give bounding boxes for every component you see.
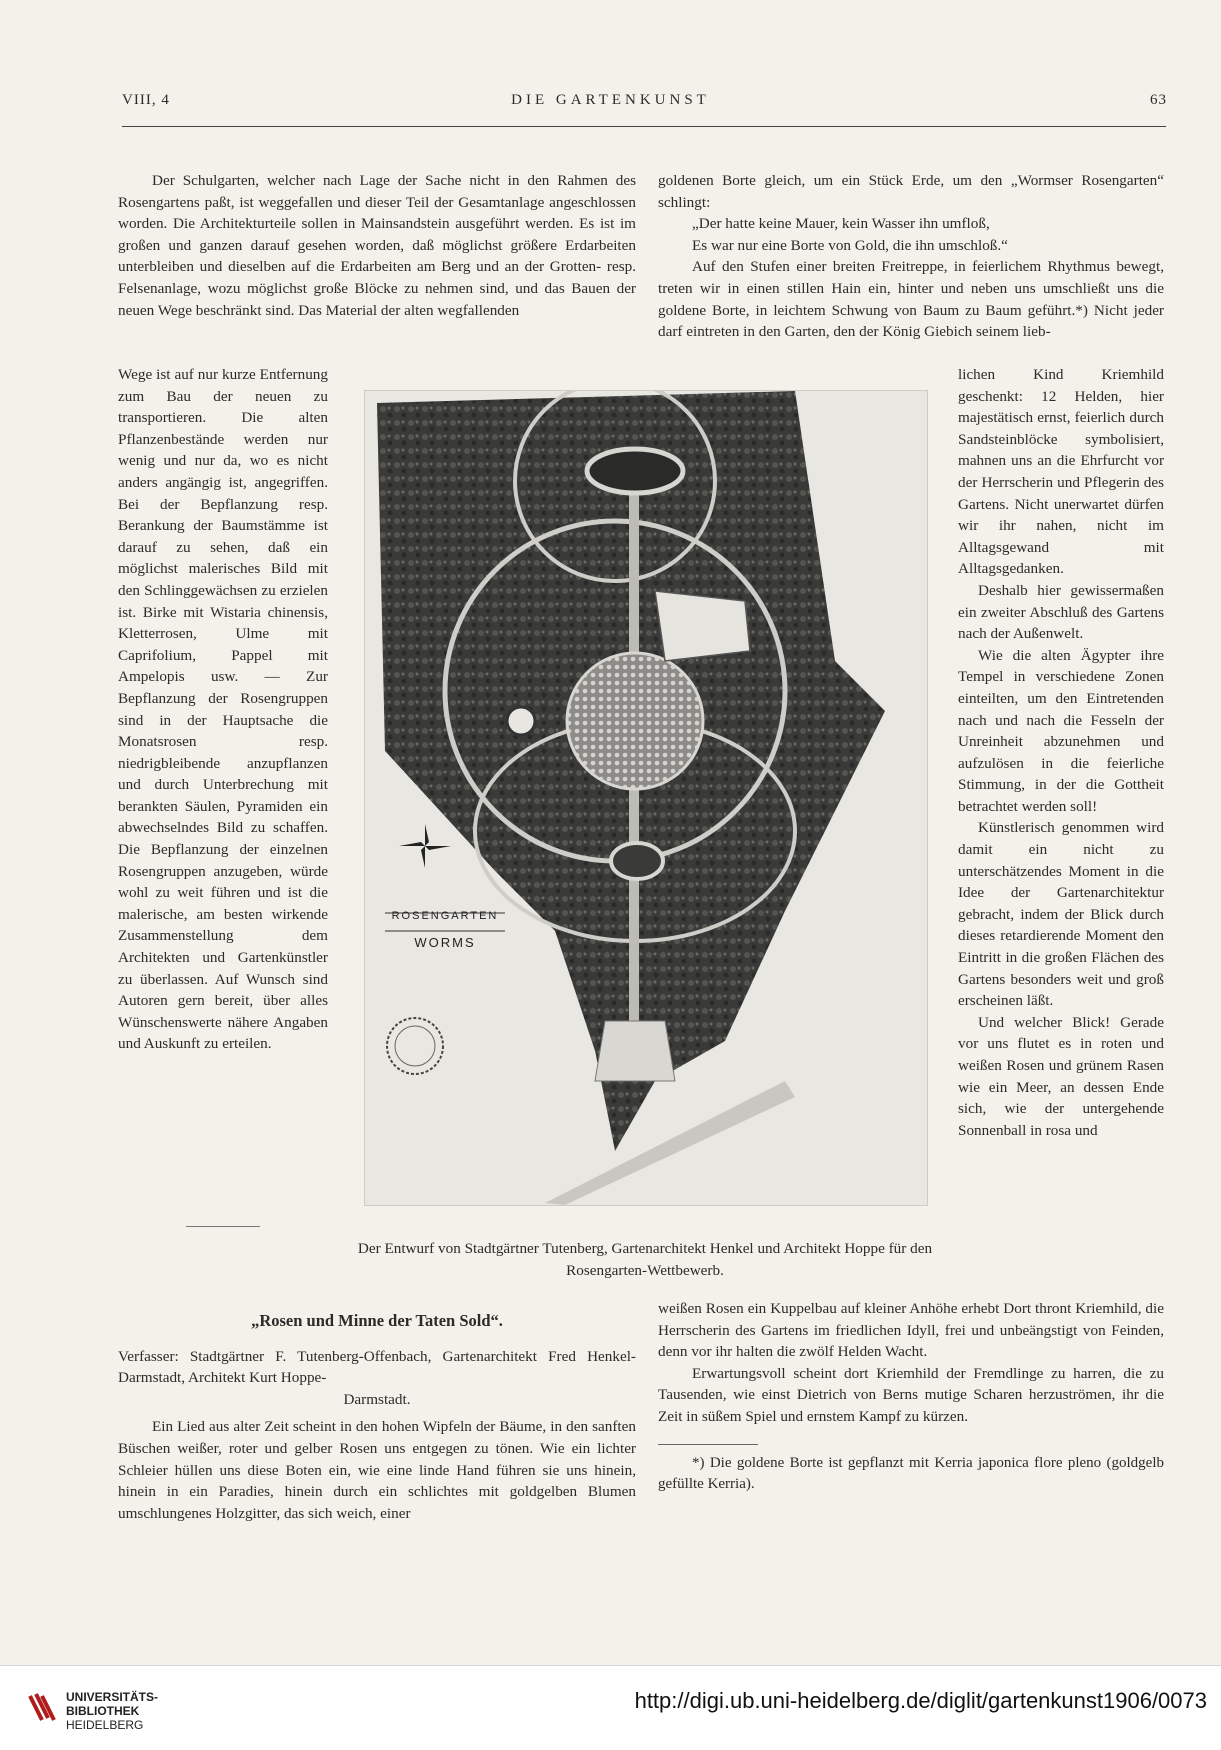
garden-plan-figure [364, 390, 928, 1206]
article-title: „Rosen und Minne der Taten Sold“. [251, 1311, 503, 1330]
garden-plan-drawing [365, 391, 927, 1205]
paragraph: weißen Rosen ein Kuppelbau auf kleiner Anhöhe erhebt Dort thront Kriemhild, die Herrscherin des Gartens im friedlichen Idyll, frei und unbeängstigt von Feinden, denn vor ihr halten die zwölf Helden Wacht. [658, 1300, 1164, 1361]
right-narrow-column [958, 364, 1164, 1141]
paragraph: Erwartungsvoll scheint dort Kriemhild der Fremdlinge zu harren, die zu Tausenden, wie einst Dietrich von Berns mutige Scharen herzuströmen, ihr die Zeit in süßem Spiel und ernstem Kampf zu kürzen. [658, 1364, 1164, 1425]
paragraph: lichen Kind Kriemhild geschenkt: 12 Helden, hier majestätisch ernst, feierlich durch Sandsteinblöcke symbolisiert, mahnen uns an die Ehrfurcht vor der Herrscherin und Pflegerin des Gartens. Nicht unerwartet dürfen wir ihr nahen, nicht im Alltagsgewand mit Alltagsgedanken. [958, 366, 1164, 578]
footnote-rule [658, 1444, 758, 1445]
paragraph: Künstlerisch genommen wird damit ein nicht zu unterschätzendes Moment in die Idee der Gartenarchitektur gebracht, indem der Blick durch dieses retardierende Moment den Eintritt in die großen Flächen des Gartens besonders weit und groß erscheinen läßt. [958, 819, 1164, 1010]
pond [587, 449, 683, 493]
rose-field [567, 653, 703, 789]
entrance-steps [595, 1021, 675, 1081]
digitization-footer [0, 1665, 1221, 1750]
right-column-bottom [658, 1298, 1164, 1496]
verse-line: Es war nur eine Borte von Gold, die ihn umschloß.“ [692, 236, 1008, 254]
library-name-line: UNIVERSITÄTS- [66, 1690, 159, 1704]
lower-roundel [611, 843, 663, 879]
university-library-logo-icon [28, 1692, 58, 1726]
left-narrow-column: Wege ist auf nur kurze Entfernung zum Bau der neuen zu transportieren. Die alten Pflanzenbestände werden nur wenig und nur da, wo es nicht anders angängig ist, angegriffen. Bei der Bepflanzung resp. Berankung der Baumstämme ist darauf zu sehen, daß ein möglichst malerisches Bild mit den Schlinggewächsen zu erzielen ist. Birke mit Wistaria chinensis, Kletterrosen, Ulme mit Caprifolium, Pappel mit Ampelopis usw. — Zur Bepflanzung der Rosengruppen sind in der Hauptsache die Monatsrosen resp. niedrigbleibende anzupflanzen und durch Unterbrechung mit berankten Säulen, Pyramiden ein abwechselndes Bild zu schaffen. Die Bepflanzung der einzelnen Rosengruppen anzugeben, würde wohl zu weit führen und ist die malerische, am besten wirkende Zusammenstellung dem Architekten und Gartenkünstler zu überlassen. Auf Wunsch sind Autoren gern bereit, über alles Wünschenswerte nähere Angaben und Auskunft zu erteilen. [118, 366, 328, 1053]
library-name-line: HEIDELBERG [66, 1718, 144, 1732]
seal-stamp [387, 1018, 443, 1074]
paragraph: Der Schulgarten, welcher nach Lage der Sache nicht in den Rahmen des Rosengartens paßt, ist weggefallen und dieser Teil der Gesamtanlage angeschlossen worden. Die Architekturteile sollen in Mainsandstein ausgeführt werden. Es ist im großen und ganzen darauf gesehen worden, daß möglichst größere Erdarbeiten unterbleiben und dieselben auf die Erdarbeiten am Berg und an der Grotten- resp. Felsenanlage, wozu möglichst große Blöcke zu nehmen sind, und das Bauen der neuen Wege beschränkt sind. Das Material der alten wegfallenden [118, 172, 636, 319]
authors-city: Darmstadt. [343, 1390, 411, 1408]
source-url-link[interactable]: http://digi.ub.uni-heidelberg.de/diglit/gartenkunst1906/0073 [634, 1688, 1207, 1713]
header-page-number: 63 [1150, 92, 1167, 108]
library-name [66, 1690, 158, 1732]
building [655, 591, 750, 661]
header-journal-title: DIE GARTENKUNST [511, 92, 710, 108]
paragraph: Wie die alten Ägypter ihre Tempel in verschiedene Zonen einteilten, um den Eintretenden nach und nach die Fesseln der Unreinheit abzunehmen und aufzulösen in die feierliche Stimmung, in der die Gottheit betrachtet werden soll! [958, 646, 1164, 815]
plan-label-worms: WORMS [414, 935, 476, 950]
verse-line: „Der hatte keine Mauer, kein Wasser ihn umfloß, [692, 215, 990, 233]
paragraph: Auf den Stufen einer breiten Freitreppe, in feierlichem Rhythmus bewegt, treten wir in einen stillen Hain ein, hinter und neben uns umschließt uns die goldene Borte, in leichtem Schwung von Baum zu Baum geführt.*) Nicht jeder darf eintreten in den Garten, den der König Giebich seinem lieb- [658, 258, 1164, 341]
library-name-line: BIBLIOTHEK [66, 1704, 140, 1718]
section-divider [186, 1226, 260, 1227]
header-rule [122, 126, 1166, 127]
article-authors [118, 1346, 636, 1411]
header-volume: VIII, 4 [122, 92, 170, 108]
paragraph: Und welcher Blick! Gerade vor uns flutet es in roten und weißen Rosen und grünem Rasen wie ein Meer, an dessen Ende sich, wie der untergehende Sonnenball in rosa und [958, 1013, 1164, 1139]
plan-label-rosengarten: ROSENGARTEN [391, 910, 499, 922]
left-column-top [118, 170, 636, 321]
paragraph: Ein Lied aus alter Zeit scheint in den hohen Wipfeln der Bäume, in den sanften Büschen weißer, roter und gelber Rosen uns entgegen zu tönen. Wie ein lichter Schleier hüllen uns diese Boten ein, wie eine linde Hand führen sie uns hinein, hinein in ein Paradies, hinein durch ein schlichtes mit goldgelben Blumen umschlungenes Holzgitter, das sich weich, einer [118, 1418, 636, 1522]
authors-text: Verfasser: Stadtgärtner F. Tutenberg-Offenbach, Gartenarchitekt Fred Henkel-Darmstadt, Architekt Kurt Hoppe- [118, 1347, 636, 1387]
footnote: *) Die goldene Borte ist gepflanzt mit Kerria japonica flore pleno (goldgelb gefüllte Kerria). [658, 1454, 1164, 1493]
paragraph: goldenen Borte gleich, um ein Stück Erde, um den „Wormser Rosengarten“ schlingt: [658, 172, 1164, 211]
roundel [507, 707, 535, 735]
figure-caption: Der Entwurf von Stadtgärtner Tutenberg, Gartenarchitekt Henkel und Architekt Hoppe für den Rosengarten-Wettbewerb. [357, 1240, 933, 1279]
paragraph: Deshalb hier gewissermaßen ein zweiter Abschluß des Gartens nach der Außenwelt. [958, 581, 1164, 643]
article-section [118, 1310, 636, 1524]
right-column-top [658, 170, 1164, 343]
